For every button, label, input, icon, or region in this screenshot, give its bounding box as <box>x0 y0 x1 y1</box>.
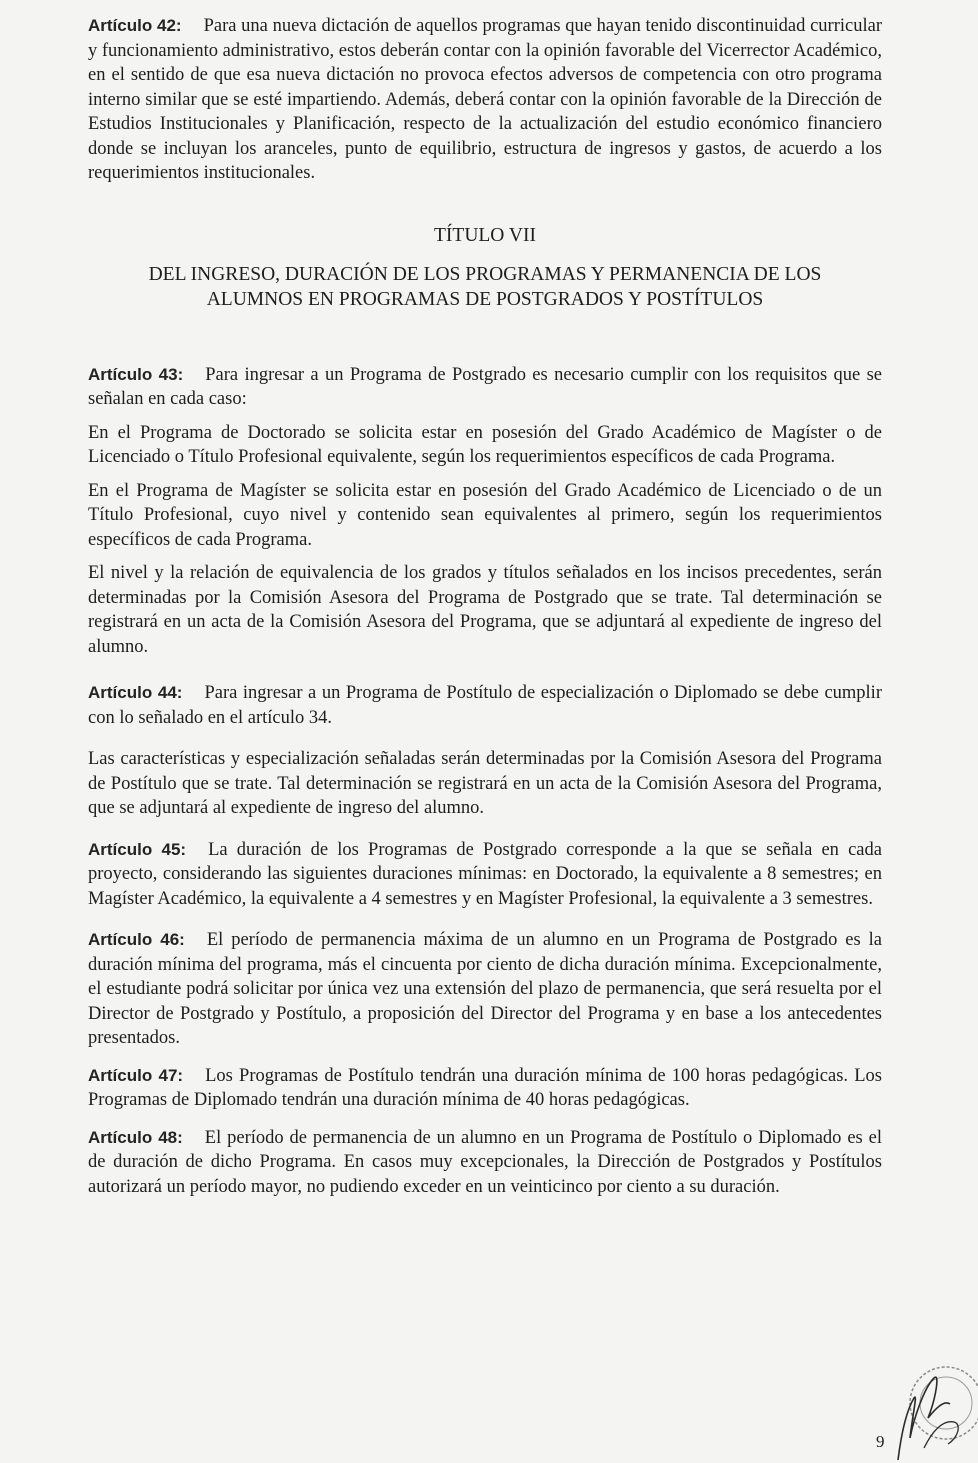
article-text: Para ingresar a un Programa de Postítulo de especialización o Diplomado se debe cumplir con lo señalado en el artículo 34. <box>88 683 882 728</box>
article-label: Artículo 42: <box>88 16 182 35</box>
article-label: Artículo 44: <box>88 683 183 702</box>
article-43-paragraph: En el Programa de Doctorado se solicita estar en posesión del Grado Académico de Magíster o de Licenciado o Título Profesional equivalente, según los requerimientos específicos de cada Programa. <box>88 422 882 467</box>
article-48 <box>88 1126 882 1200</box>
section-title: TÍTULO VII <box>434 224 536 246</box>
article-47 <box>88 1064 882 1113</box>
article-text: Los Programas de Postítulo tendrán una duración mínima de 100 horas pedagógicas. Los Programas de Diplomado tendrán una duración mínima de 40 horas pedagógicas. <box>88 1065 882 1110</box>
page-number: 9 <box>876 1432 885 1451</box>
article-46 <box>88 928 882 1051</box>
article-label: Artículo 47: <box>88 1065 184 1085</box>
article-43 <box>88 363 882 412</box>
article-text: El período de permanencia de un alumno en un Programa de Postítulo o Diplomado es el de duración de dicho Programa. En casos muy excepcionales, la Dirección de Postgrados y Postítulos autorizará un período mayor, no pudiendo exceder en un veinticinco por ciento a su duración. <box>88 1127 882 1197</box>
section-subtitle-line2: ALUMNOS EN PROGRAMAS DE POSTGRADOS Y POSTÍTULOS <box>206 288 764 310</box>
article-text: Para ingresar a un Programa de Postgrado es necesario cumplir con los requisitos que se señalan en cada caso: <box>88 364 882 409</box>
article-43-paragraph: El nivel y la relación de equivalencia de los grados y títulos señalados en los incisos precedentes, serán determinadas por la Comisión Asesora del Programa de Postgrado que se trate. Tal determinación se registrará en un acta de la Comisión Asesora del Programa, que se adjuntará al expediente de ingreso del alumno. <box>88 563 882 657</box>
article-45 <box>88 838 882 912</box>
section-subtitle-line1: DEL INGRESO, DURACIÓN DE LOS PROGRAMAS Y PERMANENCIA DE LOS <box>148 263 822 285</box>
article-label: Artículo 46: <box>88 930 185 949</box>
article-44-paragraph: Las características y especialización señaladas serán determinadas por la Comisión Asesora del Programa de Postítulo que se trate. Tal determinación se registrará en un acta de la Comisión Asesora del Programa, que se adjuntará al expediente de ingreso del alumno. <box>88 749 882 818</box>
article-label: Artículo 48: <box>88 1127 183 1147</box>
article-44 <box>88 681 882 730</box>
article-43-paragraph: En el Programa de Magíster se solicita estar en posesión del Grado Académico de Licenciado o de un Título Profesional, cuyo nivel y contenido sean equivalentes al primero, según los requerimientos específicos de cada Programa. <box>88 480 882 550</box>
article-42 <box>88 14 882 186</box>
article-text: La duración de los Programas de Postgrado corresponde a la que se señala en cada proyecto, considerando las siguientes duraciones mínimas: en Doctorado, la equivalente a 8 semestres; en Magíster Académico, la equivalente a 4 semestres y en Magíster Profesional, la equivalente a 3 semestres. <box>88 839 882 909</box>
document-page <box>88 14 882 1199</box>
article-label: Artículo 45: <box>88 839 187 859</box>
article-text: El período de permanencia máxima de un alumno en un Programa de Postgrado es la duración mínima del programa, más el cincuenta por ciento de dicha duración mínima. Excepcionalmente, el estudiante podrá solicitar por única vez una extensión del plazo de permanencia, que será resuelta por el Director de Postgrado y Postítulo, a proposición del Director del Programa y en base a los antecedentes presentados. <box>88 930 882 1048</box>
article-label: Artículo 43: <box>88 364 184 384</box>
signature-stamp <box>884 1348 978 1463</box>
article-text: Para una nueva dictación de aquellos programas que hayan tenido discontinuidad curricular y funcionamiento administrativo, estos deberán contar con la opinión favorable del Vicerrector Académico, en el sentido de que esa nueva dictación no provoca efectos adversos de competencia con otro programa interno similar que se esté impartiendo. Además, deberá contar con la opinión favorable de la Dirección de Estudios Institucionales y Planificación, respecto de la actualización del estudio económico financiero donde se incluyan los aranceles, punto de equilibrio, estructura de ingresos y gastos, de acuerdo a los requerimientos institucionales. <box>88 16 882 183</box>
